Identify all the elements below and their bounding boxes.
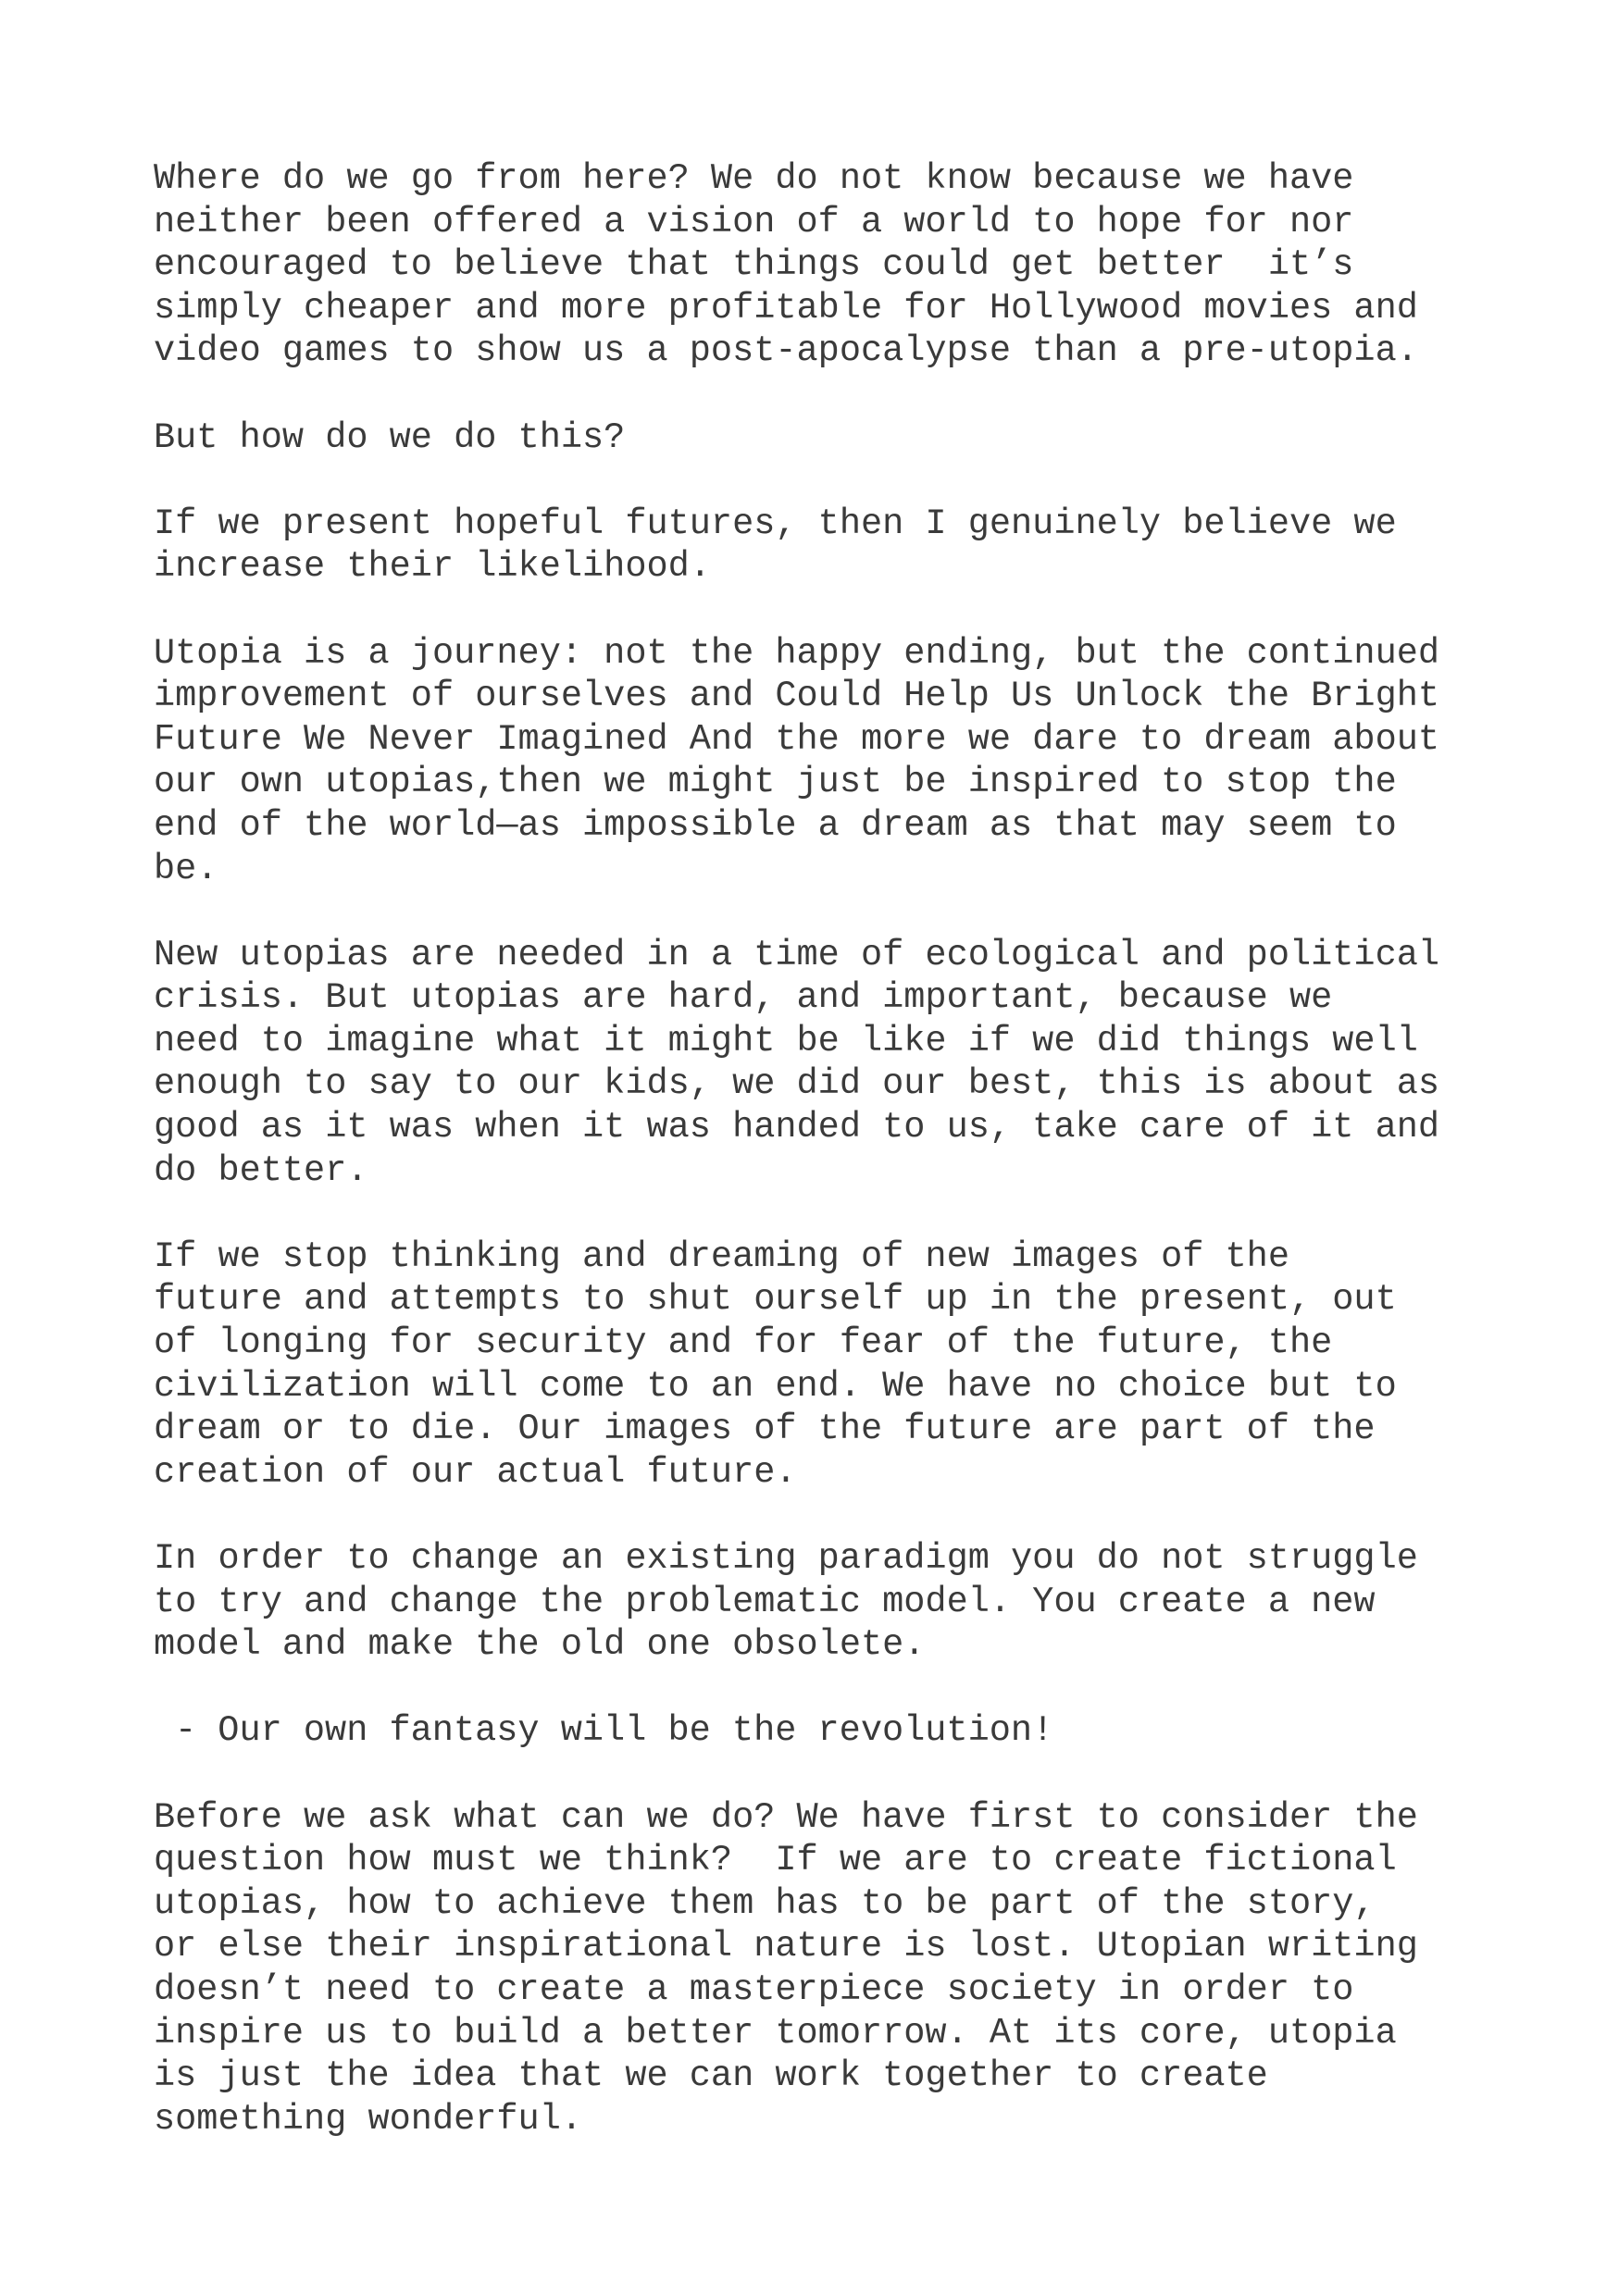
quote-line	[154, 1709, 1496, 1753]
text-line: good as it was when it was handed to us, take care of it and	[154, 1107, 1440, 1148]
text-line: be.	[154, 848, 218, 889]
text-line: Before we ask what can we do? We have first to consider the	[154, 1796, 1418, 1838]
text-line: simply cheaper and more profitable for Hollywood movies and	[154, 287, 1418, 329]
text-line: is just the idea that we can work together to create	[154, 2055, 1268, 2097]
paragraph-7	[154, 1537, 1496, 1667]
text-line: Utopia is a journey: not the happy ending, but the continued	[154, 632, 1440, 674]
text-line: crisis. But utopias are hard, and important, because we	[154, 977, 1333, 1019]
text-line: question how must we think? If we are to create fictional	[154, 1840, 1397, 1881]
text-line: New utopias are needed in a time of ecological and political	[154, 934, 1440, 975]
text-line: But how do we do this?	[154, 416, 626, 458]
document-body	[154, 157, 1496, 2184]
paragraph-1	[154, 157, 1496, 373]
text-line: future and attempts to shut ourself up in the present, out	[154, 1279, 1397, 1321]
text-line: model and make the old one obsolete.	[154, 1624, 926, 1666]
paragraph-6	[154, 1235, 1496, 1495]
text-line: end of the world—as impossible a dream as that may seem to	[154, 804, 1397, 846]
text-line: video games to show us a post-apocalypse than a pre-utopia.	[154, 330, 1418, 372]
text-line: enough to say to our kids, we did our best, this is about as	[154, 1063, 1440, 1105]
text-line: of longing for security and for fear of the future, the	[154, 1322, 1333, 1364]
text-line: utopias, how to achieve them has to be part of the story,	[154, 1882, 1376, 1924]
text-line: dream or to die. Our images of the future are part of the	[154, 1409, 1376, 1450]
text-line: If we present hopeful futures, then I genuinely believe we	[154, 503, 1397, 544]
text-line: improvement of ourselves and Could Help Us Unlock the Bright	[154, 676, 1440, 717]
paragraph-5	[154, 934, 1496, 1193]
paragraph-4	[154, 632, 1496, 891]
text-line: civilization will come to an end. We have no choice but to	[154, 1365, 1397, 1407]
paragraph-2	[154, 416, 1496, 460]
text-line: Future We Never Imagined And the more we dare to dream about	[154, 718, 1440, 760]
text-line: Where do we go from here? We do not know because we have	[154, 158, 1354, 199]
text-line: increase their likelihood.	[154, 546, 711, 588]
text-line: In order to change an existing paradigm you do not struggle	[154, 1538, 1418, 1579]
text-line: creation of our actual future.	[154, 1451, 797, 1493]
text-line: neither been offered a vision of a world to hope for nor	[154, 201, 1354, 242]
text-line: - Our own fantasy will be the revolution!	[175, 1710, 1054, 1752]
text-line: need to imagine what it might be like if we did things well	[154, 1020, 1418, 1061]
text-line: do better.	[154, 1149, 368, 1191]
text-line: or else their inspirational nature is lost. Utopian writing	[154, 1926, 1418, 1967]
text-line: something wonderful.	[154, 2098, 583, 2140]
text-line: our own utopias,then we might just be inspired to stop the	[154, 762, 1397, 803]
text-line: to try and change the problematic model. You create a new	[154, 1581, 1376, 1622]
text-line: inspire us to build a better tomorrow. At its core, utopia	[154, 2012, 1397, 2054]
text-line: encouraged to believe that things could get better it’s	[154, 244, 1354, 286]
paragraph-3	[154, 503, 1496, 589]
text-line: doesn’t need to create a masterpiece society in order to	[154, 1968, 1354, 2010]
text-line: If we stop thinking and dreaming of new images of the	[154, 1235, 1289, 1277]
paragraph-9	[154, 1796, 1496, 2141]
